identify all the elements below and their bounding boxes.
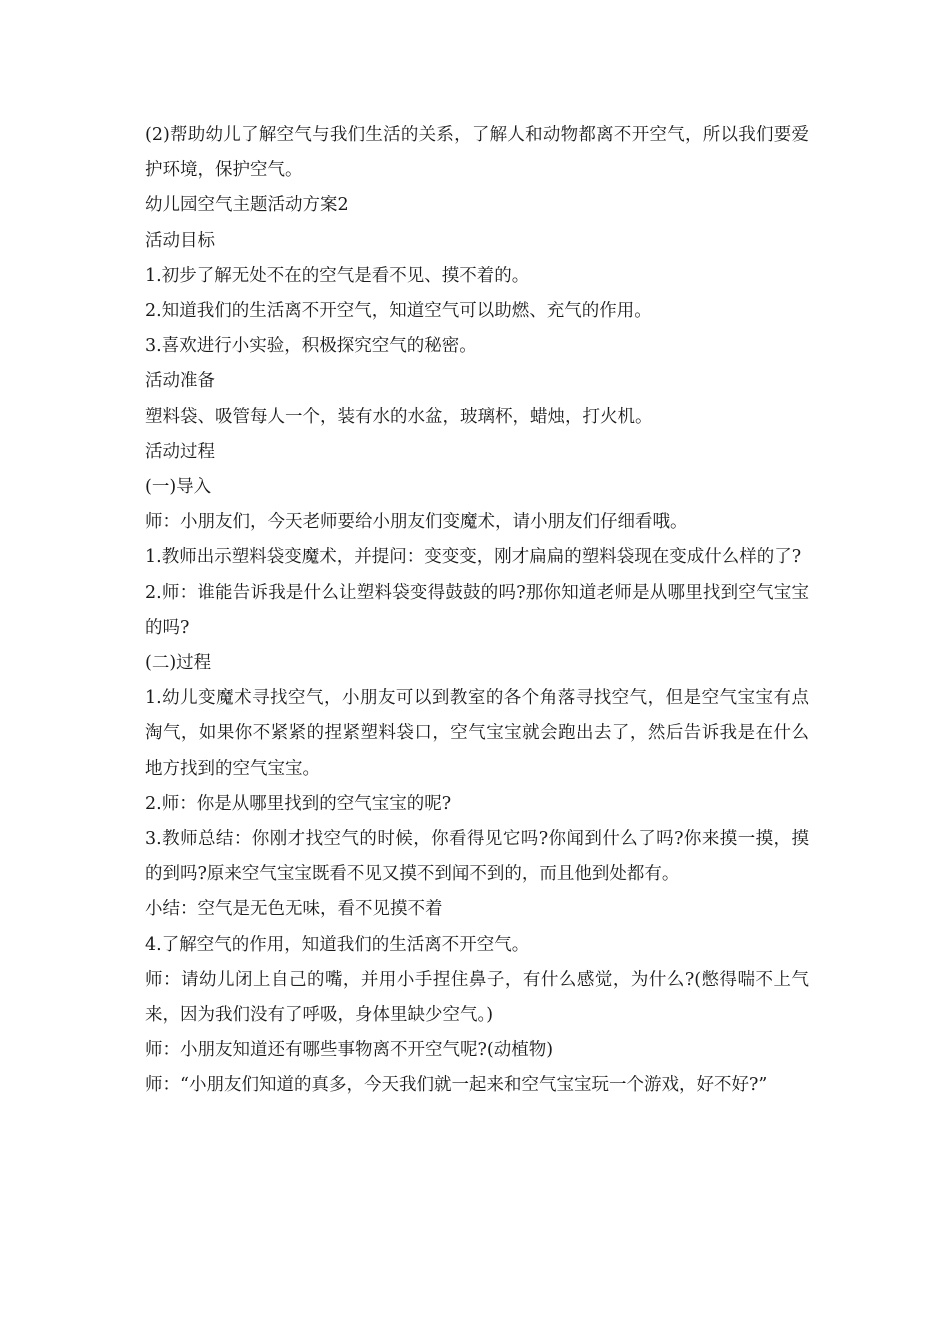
summary: 小结：空气是无色无味，看不见摸不着 [145, 899, 443, 920]
paragraph: 师：“小朋友们知道的真多，今天我们就一起来和空气宝宝玩一个游戏，好不好?” [145, 1075, 768, 1096]
section-title: 幼儿园空气主题活动方案2 [145, 195, 349, 216]
heading-activity-preparation: 活动准备 [145, 371, 215, 392]
paragraph: 师：小朋友们，今天老师要给小朋友们变魔术，请小朋友们仔细看哦。 [145, 512, 688, 533]
list-item: 1.初步了解无处不在的空气是看不见、摸不着的。 [145, 265, 530, 286]
heading-activity-process: 活动过程 [145, 441, 215, 462]
list-item: 2.师：你是从哪里找到的空气宝宝的呢? [145, 793, 452, 814]
list-item: 1.教师出示塑料袋变魔术，并提问：变变变，刚才扁扁的塑料袋现在变成什么样的了? [145, 547, 802, 568]
list-item: 1.幼儿变魔术寻找空气，小朋友可以到教室的各个角落寻找空气，但是空气宝宝有点淘气，如果你不紧紧的捏紧塑料袋口，空气宝宝就会跑出去了，然后告诉我是在什么地方找到的空气宝宝。 [145, 688, 809, 779]
list-item: 3.教师总结：你刚才找空气的时候，你看得见它吗?你闻到什么了吗?你来摸一摸，摸的到吗?原来空气宝宝既看不见又摸不到闻不到的，而且他到处都有。 [145, 829, 809, 885]
paragraph: 师：请幼儿闭上自己的嘴，并用小手捏住鼻子，有什么感觉，为什么?(憋得喘不上气来，因为我们没有了呼吸，身体里缺少空气。) [145, 969, 809, 1026]
document-body [145, 118, 809, 1104]
list-item: 3.喜欢进行小实验，积极探究空气的秘密。 [145, 336, 477, 357]
subheading-process: (二)过程 [145, 653, 212, 674]
list-item: 2.知道我们的生活离不开空气，知道空气可以助燃、充气的作用。 [145, 301, 652, 322]
list-item: 4.了解空气的作用，知道我们的生活离不开空气。 [145, 934, 530, 955]
subheading-intro: (一)导入 [145, 477, 212, 498]
paragraph: (2)帮助幼儿了解空气与我们生活的关系，了解人和动物都离不开空气，所以我们要爱护环境，保护空气。 [145, 125, 809, 181]
list-item: 2.师：谁能告诉我是什么让塑料袋变得鼓鼓的吗?那你知道老师是从哪里找到空气宝宝的吗? [145, 582, 809, 638]
paragraph: 师：小朋友知道还有哪些事物离不开空气呢?(动植物) [145, 1040, 554, 1061]
paragraph: 塑料袋、吸管每人一个，装有水的水盆，玻璃杯，蜡烛，打火机。 [145, 406, 653, 427]
heading-activity-goals: 活动目标 [145, 230, 215, 251]
